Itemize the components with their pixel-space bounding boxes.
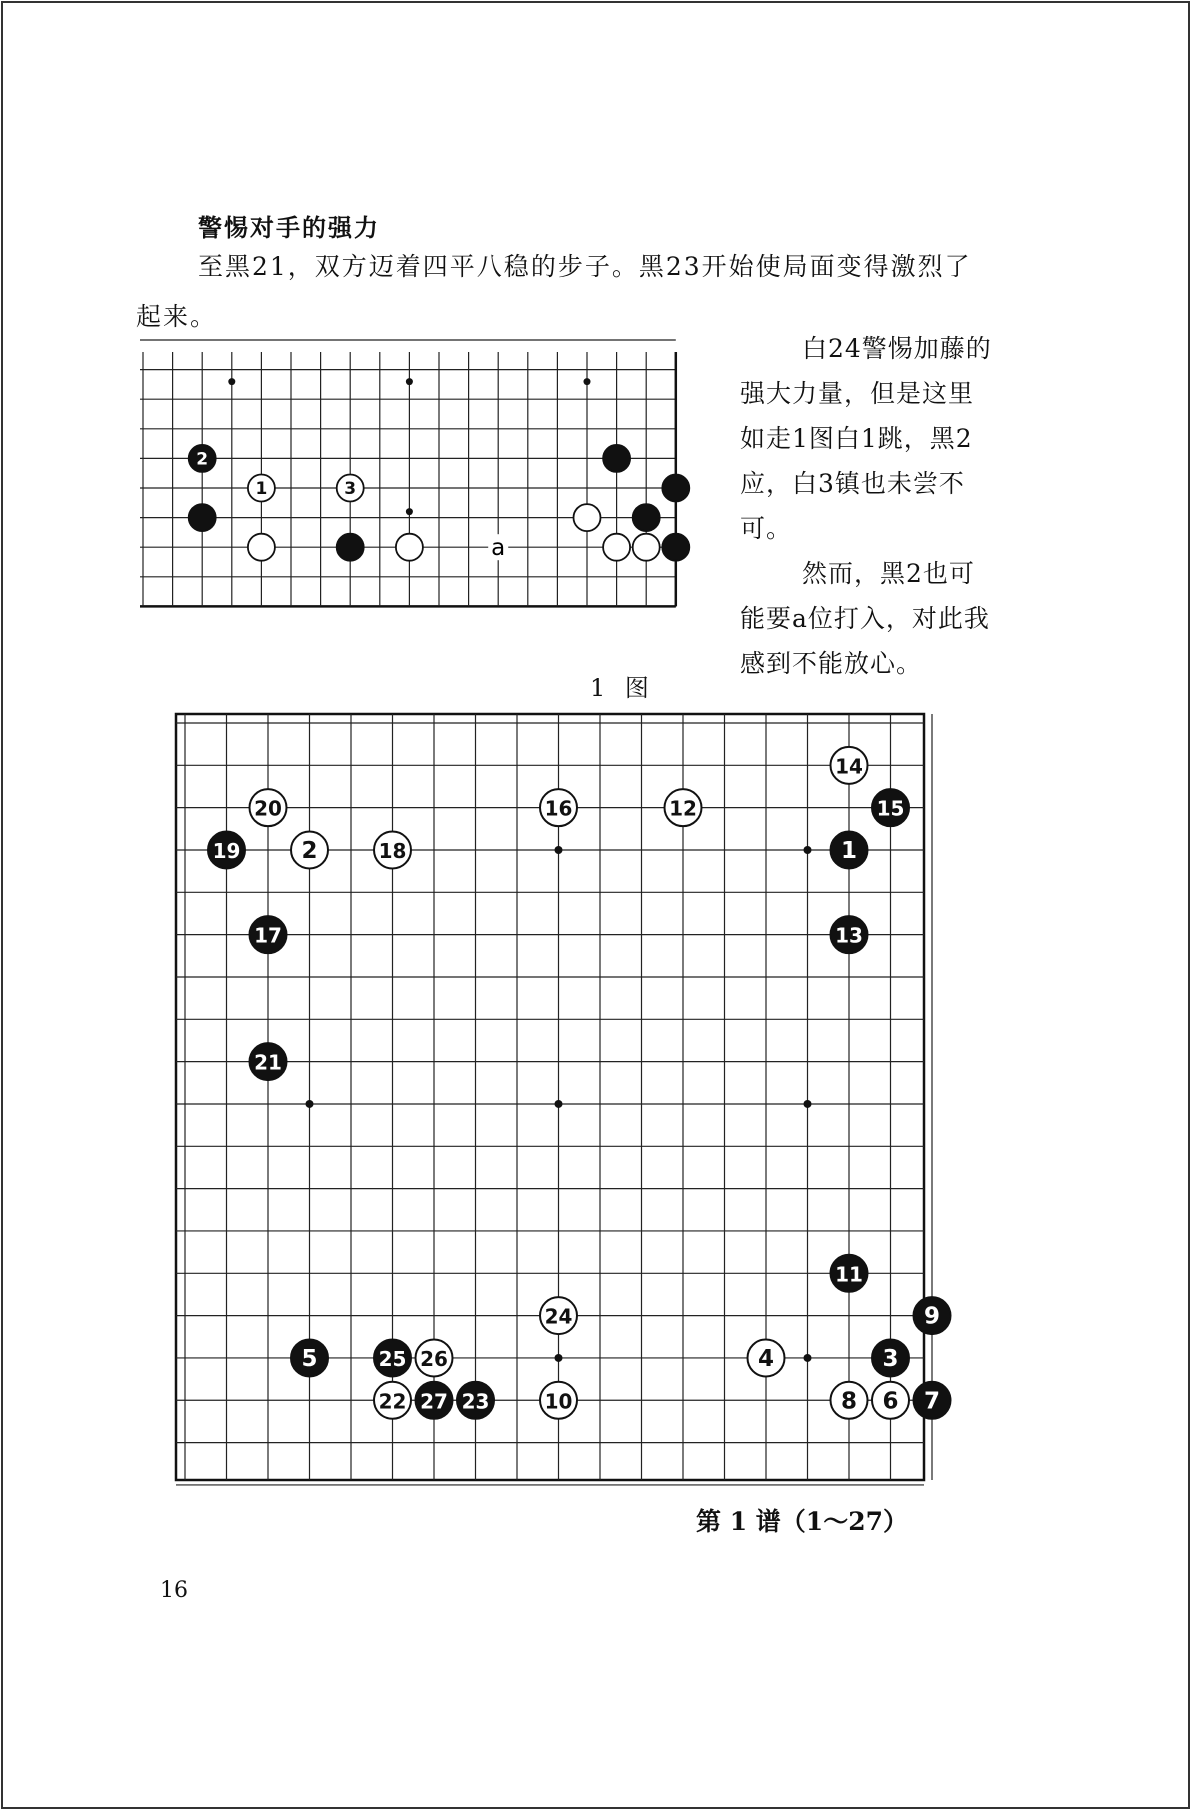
diagram-stone bbox=[662, 475, 689, 502]
stone-number: 2 bbox=[301, 837, 318, 864]
commentary-paragraph-1: 白24警惕加藤的强大力量，但是这里如走1图白1跳，黑2应，白3镇也未尝不可。 bbox=[740, 334, 992, 543]
stone-number: 25 bbox=[378, 1346, 407, 1371]
game-record-board bbox=[176, 714, 941, 1492]
stone-number: 15 bbox=[876, 796, 905, 821]
diagram-stone bbox=[662, 534, 689, 561]
section-title: 警惕对手的强力 bbox=[198, 213, 380, 242]
diagram-1-board bbox=[140, 352, 685, 648]
stone-number: 2 bbox=[196, 449, 209, 470]
stone-16 bbox=[540, 789, 577, 826]
stone-1 bbox=[831, 831, 868, 868]
stone-number: 27 bbox=[420, 1389, 448, 1414]
stone-24 bbox=[540, 1297, 577, 1334]
stone-8 bbox=[831, 1382, 868, 1419]
stone-number: 12 bbox=[669, 796, 697, 821]
diagram-stone bbox=[396, 534, 423, 561]
stone-number: 19 bbox=[212, 838, 241, 863]
stone-number: 26 bbox=[420, 1346, 448, 1371]
star-point bbox=[406, 508, 413, 515]
stone-number: 20 bbox=[254, 796, 282, 821]
star-point bbox=[584, 378, 591, 385]
diagram-stone bbox=[633, 504, 660, 531]
stone-number: 17 bbox=[254, 923, 282, 948]
stone-number: 16 bbox=[544, 796, 573, 821]
diagram-stone bbox=[574, 504, 601, 531]
stone-10 bbox=[540, 1382, 577, 1419]
star-point bbox=[804, 1100, 812, 1108]
stone-12 bbox=[665, 789, 702, 826]
stone-13 bbox=[831, 916, 868, 953]
page-number: 16 bbox=[160, 1578, 188, 1603]
stone-number: 22 bbox=[378, 1389, 407, 1414]
diagram-stone bbox=[337, 534, 364, 561]
stone-21 bbox=[250, 1043, 287, 1080]
stone-5 bbox=[291, 1339, 328, 1376]
diagram-stone bbox=[189, 504, 216, 531]
stone-number: 10 bbox=[544, 1389, 573, 1414]
stone-19 bbox=[208, 831, 245, 868]
stone-number: 13 bbox=[835, 923, 863, 948]
stone-25 bbox=[374, 1339, 411, 1376]
star-point bbox=[306, 1100, 314, 1108]
stone-6 bbox=[872, 1382, 909, 1419]
diagram-1-grid bbox=[140, 340, 676, 606]
game-record-caption: 第 1 谱（1～27） bbox=[696, 1507, 908, 1536]
stone-9 bbox=[914, 1297, 951, 1334]
star-point bbox=[804, 846, 812, 854]
intro-paragraph: 至黑21，双方迈着四平八稳的步子。黑23开始使局面变得激烈了起来。 bbox=[136, 252, 972, 331]
diagram-stone bbox=[603, 445, 630, 472]
stone-23 bbox=[457, 1382, 494, 1419]
stone-4 bbox=[748, 1339, 785, 1376]
stone-number: 14 bbox=[835, 754, 863, 779]
stone-26 bbox=[416, 1339, 453, 1376]
stone-20 bbox=[250, 789, 287, 826]
stone-14 bbox=[831, 747, 868, 784]
stone-number: 18 bbox=[378, 838, 407, 863]
diagram-stone-2 bbox=[189, 445, 216, 472]
stone-number: 1 bbox=[840, 837, 858, 864]
stone-2 bbox=[291, 831, 328, 868]
stone-number: 3 bbox=[882, 1345, 899, 1372]
stone-number: 8 bbox=[840, 1388, 858, 1415]
stone-number: 6 bbox=[882, 1388, 899, 1415]
star-point bbox=[555, 846, 563, 854]
diagram-stone bbox=[633, 534, 660, 561]
star-point bbox=[555, 1100, 563, 1108]
stone-11 bbox=[831, 1255, 868, 1292]
label-a: a bbox=[491, 535, 506, 562]
diagram-stone bbox=[248, 534, 275, 561]
stone-27 bbox=[416, 1382, 453, 1419]
stone-number: 5 bbox=[301, 1345, 318, 1372]
stone-number: 1 bbox=[255, 479, 268, 499]
stone-number: 11 bbox=[835, 1262, 863, 1287]
stone-number: 23 bbox=[461, 1389, 490, 1414]
diagram-1-caption: 1 图 bbox=[590, 674, 655, 702]
commentary-paragraph-2: 然而，黑2也可能要a位打入，对此我感到不能放心。 bbox=[740, 559, 990, 678]
stone-17 bbox=[250, 916, 287, 953]
stone-18 bbox=[374, 831, 411, 868]
stone-7 bbox=[914, 1382, 951, 1419]
stone-number: 9 bbox=[923, 1303, 941, 1330]
stone-3 bbox=[872, 1339, 909, 1376]
board-grid bbox=[176, 714, 932, 1485]
stone-number: 3 bbox=[344, 479, 357, 499]
commentary bbox=[740, 326, 992, 686]
star-point bbox=[406, 378, 413, 385]
diagram-stone-3 bbox=[337, 475, 364, 502]
stone-15 bbox=[872, 789, 909, 826]
diagram-stone bbox=[603, 534, 630, 561]
stone-number: 4 bbox=[757, 1345, 775, 1372]
stone-22 bbox=[374, 1382, 411, 1419]
star-point bbox=[555, 1354, 563, 1362]
star-point bbox=[804, 1354, 812, 1362]
stone-number: 24 bbox=[544, 1304, 573, 1329]
star-point bbox=[228, 378, 235, 385]
diagram-stone-1 bbox=[248, 475, 275, 502]
stone-number: 21 bbox=[254, 1050, 282, 1075]
stone-number: 7 bbox=[923, 1388, 941, 1415]
